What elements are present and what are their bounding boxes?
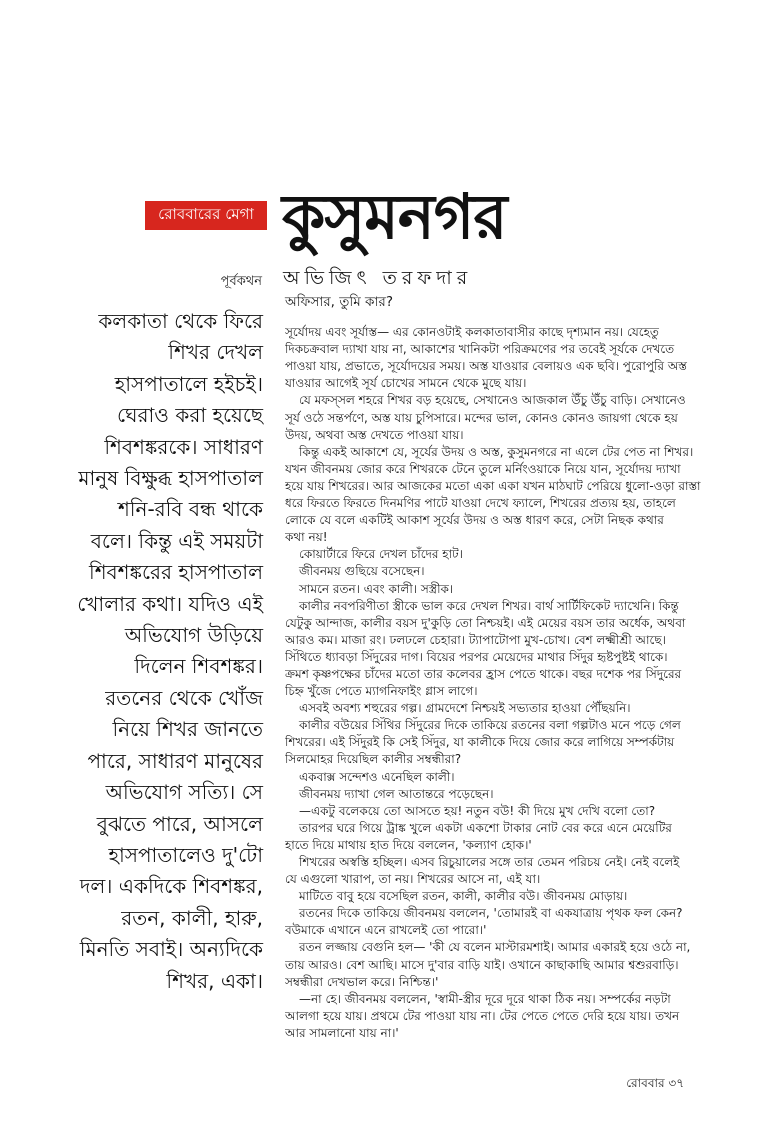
paragraph-line: পাওয়া যায়, প্রভাতে, সূর্যোদয়ের সময়। অস্ত যাওয়ার বেলায়ও এক ছবি। পুরোপুরি অস্ত <box>285 359 687 374</box>
paragraph-line: জীবনময় দ্যাখা গেল আতান্তরে পড়েছেন। <box>299 786 494 801</box>
paragraph <box>285 991 755 1042</box>
paragraph-line: হাতে দিয়ে মাথায় হাত দিয়ে বললেন, 'কল্যাণ হোক।' <box>285 837 532 852</box>
paragraph <box>285 939 755 990</box>
paragraph-line: ক্রমশ কৃষ্ণপক্ষের চাঁদের মতো তার কলেবর হ্রাস পেতে থাকে। বছর দশেক পর সিঁদুরের <box>285 666 682 681</box>
page-footer: রোববার ৩৭ <box>626 1076 684 1090</box>
article-body <box>285 294 755 1042</box>
paragraph-line: যেটুকু আন্দাজ, কালীর বয়স দু'কুড়ি তো নিশ্চয়ই। এই মেয়ের বয়স তার অর্ধেক, অথবা <box>285 615 686 630</box>
paragraph-line: রতনের দিকে তাকিয়ে জীবনময় বললেন, 'তোমারই বা একযাত্রায় পৃথক ফল কেন? <box>299 906 683 921</box>
paragraph-line: কালীর নবপরিণীতা স্ত্রীকে ভাল করে দেখল শিখর। বার্থ সার্টিফিকেট দ্যাখেনি। কিন্তু <box>299 598 679 613</box>
paragraph <box>285 598 755 701</box>
summary-line: বুঝতে পারে, আসলে <box>96 811 263 836</box>
summary-line: শিবশঙ্করকে। সাধারণ <box>104 434 263 459</box>
paragraph <box>285 700 755 717</box>
paragraph-line: মাটিতে বাবু হয়ে বসেছিল রতন, কালী, কালীর বউ। জীবনময় মোড়ায়। <box>299 889 628 904</box>
paragraph <box>285 769 755 786</box>
paragraph-line: কোয়ার্টারে ফিরে দেখল চাঁদের হাট। <box>299 547 463 562</box>
paragraph <box>285 717 755 768</box>
article-paragraphs <box>285 324 755 1042</box>
summary-line: শিবশঙ্করের হাসপাতাল <box>88 560 263 585</box>
paragraph <box>285 820 755 854</box>
paragraph-line: সূর্যোদয় এবং সূর্যাস্ত— এর কোনওটাই কলকাতাবাসীর কাছে দৃশ্যমান নয়। যেহেতু <box>285 325 659 340</box>
paragraph-line: সিঁথিতে ধ্যাবড়া সিঁদুরের দাগ। বিয়ের পরপর মেয়েদের মাথার সিঁদুর হৃষ্টপুষ্টই থাকে। <box>285 649 668 664</box>
summary-line: শনি-রবি বন্ধ থাকে <box>117 497 263 522</box>
paragraph-line: চিহ্ন খুঁজে পেতে ম্যাগনিফাইং গ্লাস লাগে। <box>285 684 478 699</box>
paragraph-line: হয়ে যায় শিখরের। আর আজকের মতো একা একা যখন মাঠঘাট পেরিয়ে ধুলো-ওড়া রাস্তা <box>285 478 701 493</box>
summary-line: পারে, সাধারণ মানুষের <box>87 748 263 773</box>
paragraph-line: যে মফস্‌সল শহরে শিখর বড় হয়েছে, সেখানেও আজকাল উঁচু উঁচু বাড়ি। সেখানেও <box>299 393 686 408</box>
previous-summary-label: পূর্বকথন <box>220 274 262 289</box>
summary-line: মানুষ বিক্ষুব্ধ হাসপাতাল <box>78 466 263 491</box>
article-subheading: অফিসার, তুমি কার? <box>285 294 393 310</box>
summary-line: নিয়ে শিখর জানতে <box>112 717 263 742</box>
paragraph-line: —না হে। জীবনময় বললেন, 'স্বামী-স্ত্রীর দূরে দূরে থাকা ঠিক নয়। সম্পর্কের নড়টা <box>299 991 671 1006</box>
paragraph-line: সামনে রতন। এবং কালী। সস্ত্রীক। <box>299 581 454 596</box>
paragraph-line: একবাক্স সন্দেশও এনেছিল কালী। <box>299 769 455 784</box>
summary-line: রতন, কালী, হারু, <box>121 905 263 930</box>
paragraph <box>285 444 755 547</box>
paragraph <box>285 563 755 580</box>
paragraph <box>285 581 755 598</box>
paragraph-line: কিন্তু একই আকাশে যে, সূর্যের উদয় ও অস্ত, কুসুমনগরে না এলে টের পেত না শিখর। <box>299 444 694 459</box>
paragraph <box>285 786 755 803</box>
paragraph-line: —একটু বলেকয়ে তো আসতে হয়! নতুন বউ! কী দিয়ে মুখ দেখি বলো তো? <box>299 803 656 818</box>
paragraph <box>285 803 755 820</box>
summary-line: শিখর, একা। <box>166 968 263 993</box>
paragraph-line: শিখরের। এই সিঁদুরই কি সেই সিঁদুর, যা কালীকে দিয়ে জোর করে লাগিয়ে সম্পর্কটায় <box>285 735 675 750</box>
previous-summary <box>60 306 263 997</box>
summary-line: হাসপাতালে হইচই। <box>114 371 263 396</box>
paragraph-line: লোকে যে বলে একটিই আকাশ সূর্যের উদয় ও অস্ত ধারণ করে, সেটা নিছক কথার <box>285 513 664 528</box>
author-name: অভিজিৎ তরফদার <box>283 267 473 289</box>
paragraph-line: আলগা হয়ে যায়। প্রথমে টের পাওয়া যায় না। টের পেতে পেতে দেরি হয়ে যায়। তখন <box>285 1008 680 1023</box>
paragraph <box>285 546 755 563</box>
paragraph-line: জীবনময় গুছিয়ে বসেছেন। <box>299 564 425 579</box>
story-title: কুসুমনগর <box>282 180 507 253</box>
paragraph <box>285 324 755 392</box>
paragraph <box>285 854 755 888</box>
paragraph-line: যে এগুলো খারাপ, তা নয়। শিখরের আসে না, এই যা। <box>285 872 541 887</box>
paragraph-line: ধরে ফিরতে ফিরতে দিনমণির পাটে যাওয়া দেখে ফ্যালে, শিখরের প্রত্যয় হয়, তাহলে <box>285 496 676 511</box>
paragraph-line: আরও কম। মাজা রং। ঢলঢলে চেহারা। ট্যাপাটোপা মুখ-চোখ। বেশ লক্ষ্মীশ্রী আছে। <box>285 632 666 647</box>
paragraph-line: সূর্য ওঠে সন্তর্পণে, অস্ত যায় চুপিসারে। মন্দের ভাল, কোনও কোনও জায়গা থেকে হয় <box>285 410 678 425</box>
summary-line: দিলেন শিবশঙ্কর। <box>134 654 263 679</box>
paragraph-line: কথা নয়! <box>285 530 328 545</box>
summary-line: দল। একদিকে শিবশঙ্কর, <box>79 874 263 899</box>
paragraph-line: তারপর ঘরে গিয়ে ট্রাঙ্ক খুলে একটা একশো টাকার নোট বের করে এনে মেয়েটির <box>299 820 672 835</box>
paragraph-line: কালীর বউয়ের সিঁথির সিঁদুরের দিকে তাকিয়ে রতনের বলা গল্পটাও মনে পড়ে গেল <box>299 718 681 733</box>
paragraph-line: তায় আরও। বেশ আছি। মাসে দু'বার বাড়ি যাই। ওখানে কাছাকাছি আমার শ্বশুরবাড়ি। <box>285 957 679 972</box>
summary-line: শিখর দেখল <box>168 340 263 365</box>
paragraph-line: এসবই অবশ্য শহুরের গল্প। গ্রামদেশে নিশ্চয়ই সভ্যতার হাওয়া পৌঁছয়নি। <box>299 701 631 716</box>
paragraph-line: দিকচক্রবাল দ্যাখা যায় না, আকাশের খানিকটা পরিক্রমণের পর তবেই সূর্যকে দেখতে <box>285 342 675 357</box>
paragraph-line: যাওয়ার আগেই সূর্য চোখের সামনে থেকে মুছে যায়। <box>285 376 527 391</box>
summary-line: অভিযোগ উড়িয়ে <box>124 623 263 648</box>
summary-line: খোলার কথা। যদিও এই <box>77 591 263 616</box>
paragraph-line: সিলমোহর দিয়েছিল কালীর সম্বন্ধীরা? <box>285 752 462 767</box>
summary-line: অভিযোগ সত্যি। সে <box>105 780 263 805</box>
paragraph-line: যখন জীবনময় জোর করে শিখরকে টেনে তুলে মর্নিংওয়াকে নিয়ে যান, সূর্যোদয় দ্যাখা <box>285 461 681 476</box>
paragraph-line: বউমাকে এখানে এনে রাখলেই তো পারো।' <box>285 923 487 938</box>
paragraph <box>285 392 755 443</box>
summary-line: ঘেরাও করা হয়েছে <box>117 403 263 428</box>
summary-line: হাসপাতালেও দু'টো <box>108 842 263 867</box>
summary-line: মিনতি সবাই। অন্যদিকে <box>79 937 263 962</box>
summary-line: রতনের থেকে খোঁজ <box>105 685 263 710</box>
series-tag: রোববারের মেগা <box>145 201 267 230</box>
paragraph-line: উদয়, অথবা অস্ত দেখতে পাওয়া যায়। <box>285 427 464 442</box>
paragraph-line: রতন লজ্জায় বেগুনি হল— 'কী যে বলেন মাস্টারমশাই। আমার একারই হয়ে ওঠে না, <box>299 940 691 955</box>
paragraph <box>285 888 755 905</box>
paragraph-line: শিখরের অস্বস্তি হচ্ছিল। এসব রিচুয়ালের সঙ্গে তার তেমন পরিচয় নেই। নেই বলেই <box>299 855 680 869</box>
summary-line: কলকাতা থেকে ফিরে <box>98 309 263 333</box>
paragraph-line: আর সামলানো যায় না।' <box>285 1025 399 1040</box>
paragraph-line: সম্বন্ধীরা দেখভাল করে। নিশ্চিন্ত।' <box>285 974 439 989</box>
paragraph <box>285 905 755 939</box>
summary-line: বলে। কিন্তু এই সময়টা <box>90 528 263 553</box>
